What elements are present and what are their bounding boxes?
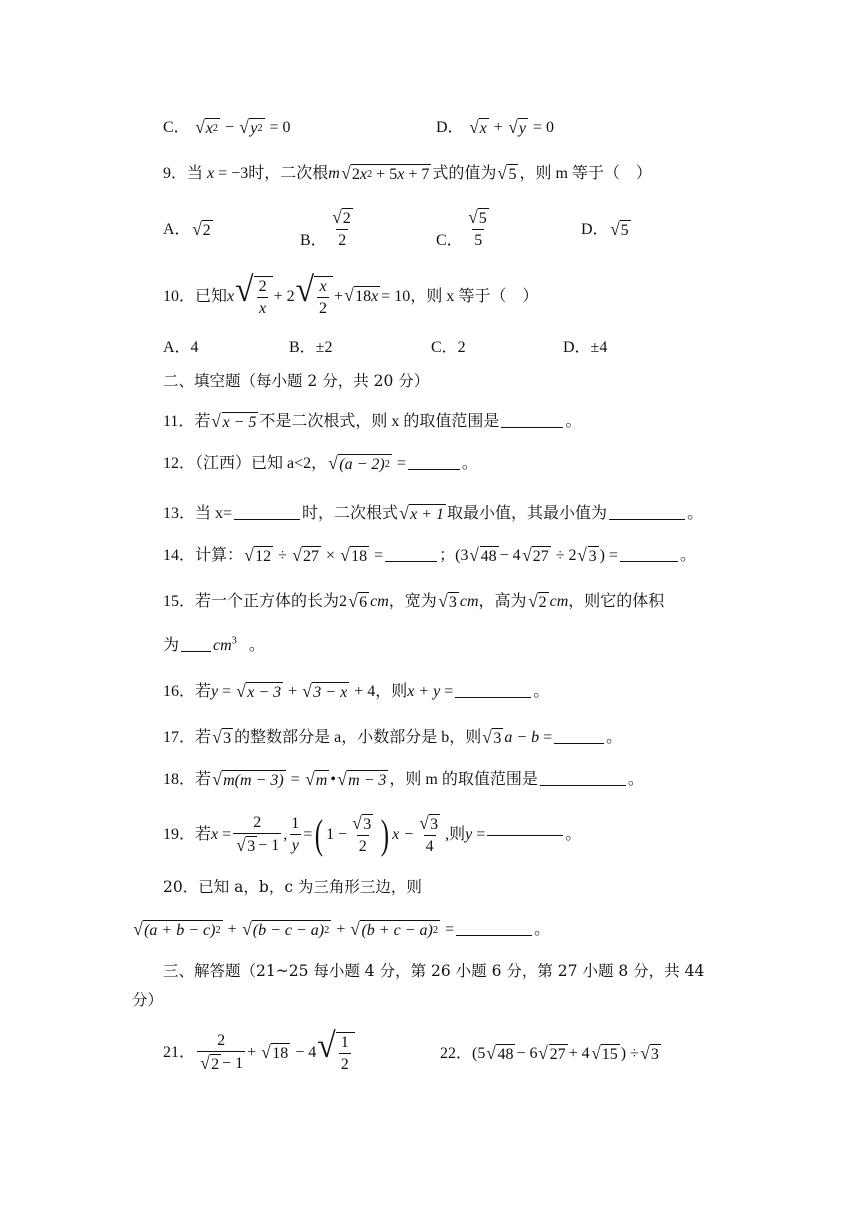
answer-blank[interactable] [609, 518, 685, 520]
sqrt: √ 18 [340, 545, 368, 565]
question-16: 16．若y = √ x − 3 + √ 3 − x + 4，则x + y = 。 [163, 681, 550, 701]
sqrt: √ 15 [590, 1043, 618, 1063]
question-20: 20．已知 a，b，c 为三角形三边，则 [163, 878, 422, 896]
sqrt: √ 3 [212, 727, 232, 747]
sqrt: √ 2 x 2 + 5 x + 7 [341, 163, 430, 183]
fraction: $\frac{2}{x}$ [258, 278, 267, 317]
section-3-heading-cont: 分） [132, 991, 164, 1009]
question-14: 14．计算： √ 12 ÷ √ 27 × √ 18 = ；(3 √ 48 − 4 √ 27 ÷ 2 √ 3 ) = 。 [163, 545, 696, 565]
sqrt: √ 5 [497, 163, 517, 183]
sqrt: √ x 2 [194, 117, 219, 137]
sqrt: √ 48 [469, 545, 497, 565]
sqrt: √ 3 [419, 813, 439, 833]
sqrt: √ (b − c − a) 2 [241, 919, 330, 939]
answer-blank[interactable] [487, 834, 563, 836]
sqrt: √ 12 [244, 545, 272, 565]
sqrt: √ 18 [261, 1041, 289, 1062]
answer-blank[interactable] [385, 560, 437, 562]
question-15: 15．若一个正方体的长为2 √ 6 cm，宽为 √ 3 cm，高为 √ 2 cm，则它的体积 [163, 591, 665, 611]
answer-blank[interactable] [234, 518, 300, 520]
fraction: $\frac{1}{2}$ [340, 1034, 349, 1073]
sqrt: √ 3 [577, 545, 597, 565]
sqrt: √ 2 [331, 207, 351, 227]
answer-blank[interactable] [501, 426, 563, 428]
sqrt: √ 3 [236, 834, 256, 855]
q8-option-d: D． √ x + √ y = 0 [436, 117, 555, 137]
sqrt: √ 2 [527, 591, 547, 611]
sqrt: √ 27 [538, 1043, 566, 1063]
question-22: 22．(5 √ 48 − 6 √ 27 + 4 √ 15 ) ÷ √ 3 [440, 1043, 659, 1063]
answer-blank[interactable] [456, 934, 532, 936]
question-19: 19．若 x = 2 √ 3 − 1 , $\frac{1}{y}$ = ( 1 − √ 3 2 ) x − √ 3 4 ,则 y = 。 [163, 811, 582, 858]
sqrt: √ 48 [486, 1043, 514, 1063]
question-13: 13．当 x= 时，二次根式 √ x + 1 取最小值，其最小值为 。 [163, 503, 704, 523]
fraction: √ 3 4 [419, 813, 439, 856]
question-12: 12．（江西）已知 a<2， √ (a − 2) 2 = 。 [163, 453, 478, 473]
sqrt: √ (b + c − a) 2 [350, 919, 439, 939]
fraction: 2 √ 3 − 1 [233, 814, 281, 856]
sqrt: √ 2 [200, 1052, 220, 1073]
answer-blank[interactable] [181, 650, 211, 652]
fraction: 2 √ 2 − 1 [197, 1032, 245, 1074]
sqrt: √ 2 [191, 219, 211, 239]
answer-blank[interactable] [620, 560, 678, 562]
sqrt: √ 5 [467, 207, 487, 227]
sqrt: √ $\frac{1}{2}$ [317, 1032, 354, 1073]
answer-blank[interactable] [408, 468, 460, 470]
sqrt: √ m − 3 [337, 769, 387, 789]
sqrt: √ x − 3 [236, 681, 282, 701]
q8-option-c: C． √ x 2 − √ y 2 = 0 [163, 117, 291, 137]
answer-blank[interactable] [455, 696, 531, 698]
question-21: 21． 2 √ 2 − 1 + √ 18 − 4 √ $\frac{1}{2}$ [163, 1032, 356, 1074]
q10-options: A．4 B．±2 C．2 D．±4 [163, 339, 608, 356]
fraction: √ 3 2 [352, 813, 372, 856]
sqrt: √ m(m − 3) [212, 769, 284, 789]
sqrt: √ 3 [640, 1043, 659, 1063]
question-11: 11．若 √ x − 5 不是二次根式，则 x 的取值范围是 。 [163, 411, 582, 431]
sqrt: √ y [508, 117, 526, 137]
sqrt: √ 3 [352, 813, 372, 833]
sqrt: √ 18 x [344, 285, 379, 306]
sqrt: √ x + 1 [399, 503, 445, 523]
sqrt: √ 5 [609, 219, 629, 239]
question-20-expression: √ (a + b − c) 2 + √ (b − c − a) 2 + √ (b + c − a) 2 = 。 [133, 919, 551, 939]
sqrt: √ (a − 2) 2 [328, 453, 390, 473]
sqrt: √ 3 [438, 591, 457, 611]
sqrt: √ 3 − x [302, 681, 348, 701]
fraction: $\frac{x}{2}$ [319, 278, 328, 317]
answer-blank[interactable] [554, 742, 604, 744]
fraction: √ 5 5 [467, 207, 487, 250]
question-15-line-2: 为 $cm^3$ 。 [163, 635, 265, 654]
question-17: 17．若 √ 3 的整数部分是 a，小数部分是 b，则 √ 3 a − b = 。 [163, 727, 623, 747]
question-18: 18．若 √ m(m − 3) = √ m • √ m − 3 ，则 m 的取值范围是 。 [163, 769, 644, 789]
sqrt: √ 27 [292, 545, 319, 565]
sqrt: √ y 2 [239, 117, 263, 137]
sqrt: √ x − 5 [211, 411, 257, 431]
section-2-heading: 二、填空题（每小题 2 分，共 20 分） [163, 372, 430, 390]
sqrt: √ $\frac{2}{x}$ [235, 276, 272, 317]
answer-blank[interactable] [540, 784, 626, 786]
sqrt: √ 27 [521, 545, 549, 565]
sqrt: √ $\frac{x}{2}$ [296, 276, 333, 317]
fraction: √ 2 2 [331, 207, 351, 250]
sqrt: √ x [468, 117, 487, 137]
sqrt: √ 3 [482, 727, 502, 747]
question-9: 9．当 x = −3时，二次根m √ 2 x 2 + 5 x + 7 式的值为 √ 5 ，则 m 等于（ ） [163, 163, 652, 183]
sqrt: √ m [304, 769, 328, 789]
sqrt: √ (a + b − c) 2 [133, 919, 221, 939]
fraction: $\frac{1}{y}$ [291, 815, 300, 854]
question-10: 10． 已知 x √ $\frac{2}{x}$ + 2 √ $\frac{x}{2}$ + √ 18 x = 10 ，则 x 等于（ ） [163, 270, 539, 317]
section-3-heading: 三、解答题（21~25 每小题 4 分，第 26 小题 6 分，第 27 小题 8 分，共 44 [163, 962, 705, 980]
sqrt: √ 6 [348, 591, 368, 611]
